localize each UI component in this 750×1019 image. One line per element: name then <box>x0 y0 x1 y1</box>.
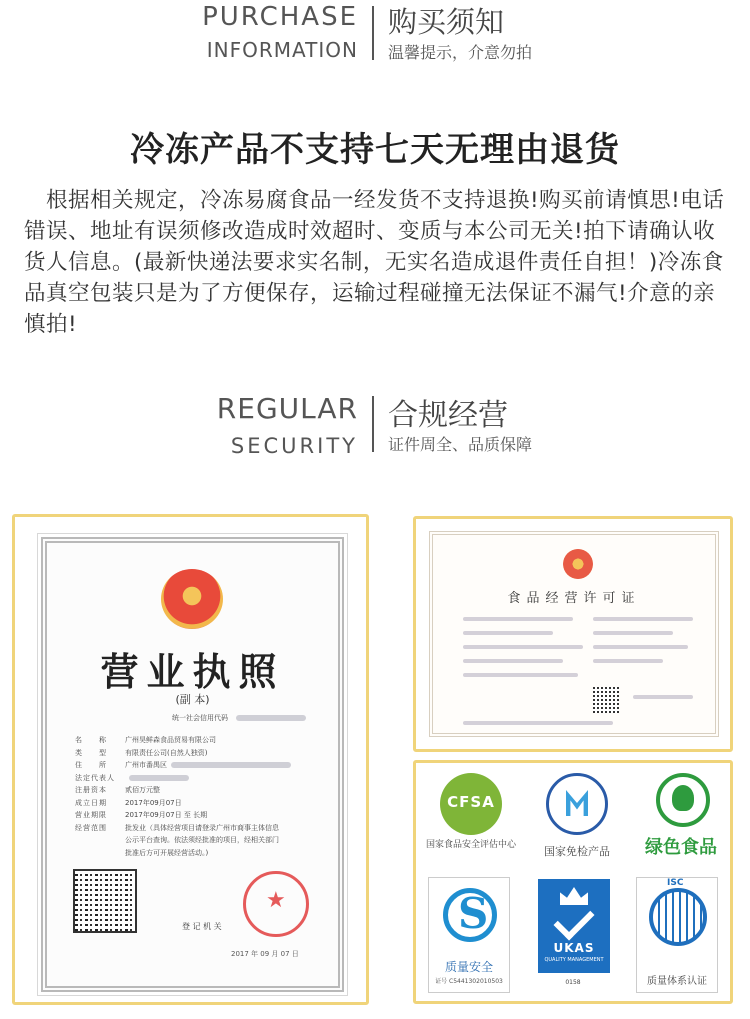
cfsa-logo <box>426 769 516 869</box>
purchase-en-line2: INFORMATION <box>206 38 358 62</box>
license-field-value: 贰佰万元整 <box>125 786 160 794</box>
qs-caption: 质量安全 <box>444 960 493 974</box>
no-return-headline: 冷冻产品不支持七天无理由退货 <box>130 130 620 170</box>
purchase-en-line1: PURCHASE <box>202 2 358 32</box>
permit-blurred-line <box>633 695 693 699</box>
blurred-value <box>129 775 189 781</box>
license-field-label: 法定代表人 <box>75 773 115 782</box>
regular-cn-subtitle: 证件周全、品质保障 <box>388 435 533 454</box>
green-food-caption: 绿色食品 <box>645 837 717 858</box>
license-field-value: 批发业（具体经营项目请登录广州市商事主体信息 <box>125 823 279 832</box>
license-field-row <box>75 748 207 758</box>
isc-mark: ISC <box>667 878 684 888</box>
license-field-label: 经营范围 <box>75 823 107 832</box>
official-seal-icon <box>243 871 309 937</box>
license-field-row <box>75 785 160 795</box>
permit-blurred-line <box>593 617 693 621</box>
license-field-row <box>75 773 189 783</box>
license-field-row <box>75 798 182 808</box>
license-subtitle: (副 本) <box>175 693 210 706</box>
ukas-logo <box>528 877 618 997</box>
isc-caption: 质量体系认证 <box>647 976 707 987</box>
regular-en-line2: SECURITY <box>230 434 358 458</box>
license-code-row <box>172 713 306 723</box>
checkmark-icon <box>553 899 594 940</box>
permit-title: 食品经营许可证 <box>507 591 641 606</box>
permit-blurred-line <box>463 673 578 677</box>
permit-blurred-line <box>593 645 688 649</box>
regular-en-line1: REGULAR <box>216 392 358 425</box>
permit-blurred-line <box>463 631 553 635</box>
license-field-value: 公示平台查询。依法须经批准的项目，经相关部门 <box>125 836 279 844</box>
ukas-sub: QUALITY MANAGEMENT <box>544 957 604 963</box>
mianjian-logo <box>532 769 622 869</box>
license-field-value: 2017年09月07日 至 长期 <box>125 811 208 819</box>
cfsa-icon <box>440 773 502 835</box>
ukas-number: 0158 <box>565 979 581 986</box>
food-permit-document <box>429 531 719 737</box>
license-field-row <box>75 848 208 858</box>
quality-logos-card <box>413 760 733 1004</box>
license-field-row <box>75 835 279 845</box>
license-field-value: 2017年09月07日 <box>125 798 182 807</box>
permit-blurred-line <box>463 659 563 663</box>
purchase-cn-subtitle: 温馨提示，介意勿拍 <box>388 43 533 62</box>
qr-code-icon <box>593 687 619 713</box>
license-field-row <box>75 810 207 820</box>
license-code-label: 统一社会信用代码 <box>172 714 228 722</box>
blurred-value <box>171 762 291 768</box>
qs-logo <box>424 877 514 997</box>
mianjian-icon <box>546 773 608 835</box>
license-registrar: 登 记 机 关 <box>182 922 222 931</box>
license-field-label: 成立日期 <box>75 798 107 807</box>
license-field-row <box>75 823 279 833</box>
isc-logo <box>632 877 722 997</box>
ukas-icon <box>538 879 610 973</box>
ukas-mark: UKAS <box>553 941 595 955</box>
permit-blurred-line <box>593 659 663 663</box>
food-permit-card <box>413 516 733 752</box>
national-emblem-icon <box>563 549 593 579</box>
crown-icon <box>560 887 588 905</box>
blurred-code <box>236 715 306 721</box>
national-emblem-icon <box>161 569 223 629</box>
permit-blurred-line <box>463 721 613 725</box>
license-field-label: 住 所 <box>75 761 107 769</box>
business-license-document <box>41 537 344 992</box>
purchase-info-header <box>0 0 750 70</box>
license-field-label: 类 型 <box>75 748 107 757</box>
license-field-row <box>75 760 291 770</box>
qr-code-icon <box>73 869 137 933</box>
license-field-label: 注册资本 <box>75 786 107 794</box>
license-date: 2017 年 09 月 07 日 <box>231 950 299 958</box>
green-food-logo <box>636 769 726 869</box>
qs-icon <box>443 888 497 942</box>
mianjian-caption: 国家免检产品 <box>544 845 610 858</box>
permit-blurred-line <box>463 645 583 649</box>
purchase-notice-text: 根据相关规定，冷冻易腐食品一经发货不支持退换!购买前请慎思!电话错误、地址有误须修改造成时效超时、变质与本公司无关!拍下请确认收货人信息。(最新快递法要求实名制，无实名造成退件责任自担！)冷冻食品真空包装只是为了方便保存，运输过程碰撞无法保证不漏气!介意的亲慎拍! <box>24 188 725 337</box>
header-divider <box>372 396 374 452</box>
license-field-value: 广州昊鲜森食品贸易有限公司 <box>125 736 216 744</box>
qs-number: 证号 C5441302010503 <box>435 978 503 985</box>
globe-icon <box>649 878 707 946</box>
license-title: 营业执照 <box>100 649 285 694</box>
regular-security-header <box>0 392 750 462</box>
license-field-value: 批准后方可开展经营活动。) <box>125 848 209 857</box>
license-field-label: 营业期限 <box>75 811 107 819</box>
regular-cn-title: 合规经营 <box>388 398 508 433</box>
business-license-card <box>12 514 369 1005</box>
purchase-cn-title: 购买须知 <box>388 5 505 39</box>
header-divider <box>372 6 374 60</box>
permit-blurred-line <box>463 617 573 621</box>
green-food-icon <box>656 773 710 827</box>
cfsa-mark: CFSA <box>447 793 495 811</box>
cfsa-caption: 国家食品安全评估中心 <box>426 840 517 850</box>
license-field-label: 名 称 <box>75 736 107 744</box>
license-field-row <box>75 735 216 745</box>
license-field-value: 广州市番禺区 <box>125 761 167 769</box>
permit-blurred-line <box>593 631 673 635</box>
license-field-value: 有限责任公司(自然人独资) <box>125 748 208 757</box>
